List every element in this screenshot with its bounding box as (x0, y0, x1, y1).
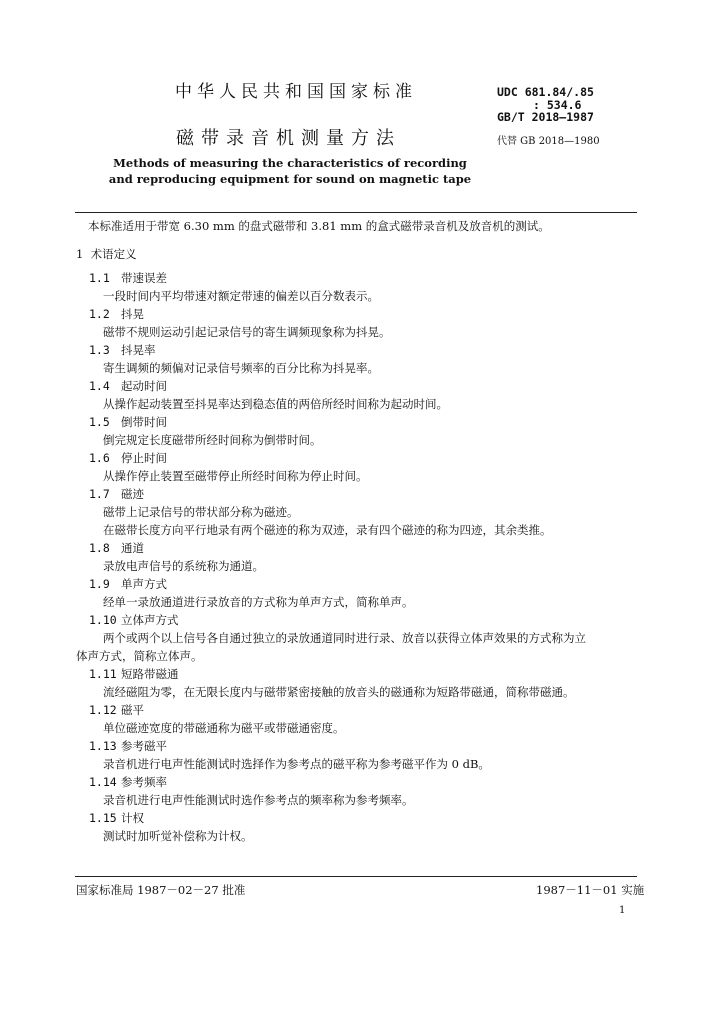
terms-list (0, 270, 724, 846)
term-definition: 录音机进行电声性能测试时选择作为参考点的磁平称为参考磁平作为 0 dB。 (103, 757, 490, 771)
term-definition: 单位磁迹宽度的带磁通称为磁平或带磁通密度。 (103, 721, 345, 735)
term-item (0, 738, 724, 774)
section-number: 1 (76, 247, 84, 261)
term-definition: 录放电声信号的系统称为通道。 (103, 559, 264, 573)
term-item (0, 414, 724, 450)
approval-note: 国家标准局 1987－02－27 批准 (76, 883, 246, 897)
term-number: 1.5 (89, 415, 110, 429)
term-item (0, 612, 724, 666)
term-item (0, 774, 724, 810)
term-name: 参考频率 (121, 775, 167, 789)
term-name: 计权 (121, 811, 144, 825)
section-heading (76, 246, 137, 262)
term-name: 短路带磁通 (121, 667, 179, 681)
term-name: 通道 (121, 541, 144, 555)
term-item (0, 702, 724, 738)
term-number: 1.11 (89, 667, 117, 681)
term-name: 抖晃率 (121, 343, 156, 357)
term-definition: 两个或两个以上信号各自通过独立的录放通道同时进行录、放音以获得立体声效果的方式称为立 (103, 631, 586, 645)
term-item (0, 540, 724, 576)
term-number: 1.3 (89, 343, 110, 357)
udc-code: UDC 681.84/.85 (497, 85, 594, 99)
term-name: 带速误差 (121, 271, 167, 285)
implementation-date: 1987－11－01 实施 (536, 883, 645, 897)
term-name: 起动时间 (121, 379, 167, 393)
term-name: 抖晃 (121, 307, 144, 321)
term-definition-extra: 在磁带长度方向平行地录有两个磁迹的称为双迹，录有四个磁迹的称为四迹，其余类推。 (103, 523, 552, 537)
term-number: 1.15 (89, 811, 117, 825)
term-number: 1.14 (89, 775, 117, 789)
term-number: 1.8 (89, 541, 110, 555)
document-title: 磁带录音机测量方法 (176, 128, 401, 149)
term-item (0, 810, 724, 846)
term-name: 单声方式 (121, 577, 167, 591)
term-item (0, 306, 724, 342)
term-number: 1.1 (89, 271, 110, 285)
term-number: 1.7 (89, 487, 110, 501)
standard-title: 中华人民共和国国家标准 (175, 82, 417, 102)
page-number: 1 (619, 905, 626, 916)
term-definition: 测试时加听觉补偿称为计权。 (103, 829, 253, 843)
term-name: 立体声方式 (121, 613, 179, 627)
section-title: 术语定义 (90, 247, 137, 261)
term-item (0, 486, 724, 540)
term-number: 1.2 (89, 307, 110, 321)
header-divider (75, 212, 637, 213)
term-name: 倒带时间 (121, 415, 167, 429)
english-title-line-1: Methods of measuring the characteristics of recording (113, 156, 467, 170)
term-definition: 经单一录放通道进行录放音的方式称为单声方式，简称单声。 (103, 595, 414, 609)
udc-code-continued: : 534.6 (533, 98, 582, 112)
term-number: 1.12 (89, 703, 117, 717)
term-definition: 流经磁阻为零，在无限长度内与磁带紧密接触的放音头的磁通称为短路带磁通，简称带磁通。 (103, 685, 575, 699)
term-item (0, 270, 724, 306)
scope-paragraph: 本标准适用于带宽 6.30 mm 的盘式磁带和 3.81 mm 的盒式磁带录音机及放音机的测试。 (88, 219, 550, 233)
term-number: 1.4 (89, 379, 110, 393)
term-number: 1.10 (89, 613, 117, 627)
term-item (0, 450, 724, 486)
term-name: 停止时间 (121, 451, 167, 465)
term-definition: 从操作停止装置至磁带停止所经时间称为停止时间。 (103, 469, 368, 483)
term-name: 参考磁平 (121, 739, 167, 753)
term-item (0, 666, 724, 702)
replaces-standard: 代替 GB 2018—1980 (497, 136, 600, 147)
term-name: 磁迹 (121, 487, 144, 501)
term-definition-continued: 体声方式，简称立体声。 (76, 649, 203, 663)
gb-standard-number: GB/T 2018—1987 (497, 110, 594, 124)
term-number: 1.9 (89, 577, 110, 591)
term-definition: 寄生调频的频偏对记录信号频率的百分比称为抖晃率。 (103, 361, 379, 375)
footer-divider (75, 876, 637, 877)
term-name: 磁平 (121, 703, 144, 717)
term-definition: 倒完规定长度磁带所经时间称为倒带时间。 (103, 433, 322, 447)
term-number: 1.13 (89, 739, 117, 753)
term-definition: 录音机进行电声性能测试时选作参考点的频率称为参考频率。 (103, 793, 414, 807)
term-item (0, 342, 724, 378)
term-item (0, 378, 724, 414)
term-definition: 从操作起动装置至抖晃率达到稳态值的两倍所经时间称为起动时间。 (103, 397, 448, 411)
term-definition: 一段时间内平均带速对额定带速的偏差以百分数表示。 (103, 289, 379, 303)
term-number: 1.6 (89, 451, 110, 465)
term-definition: 磁带上记录信号的带状部分称为磁迹。 (103, 505, 299, 519)
term-item (0, 576, 724, 612)
english-title-line-2: and reproducing equipment for sound on magnetic tape (108, 172, 472, 186)
term-definition: 磁带不规则运动引起记录信号的寄生调频现象称为抖晃。 (103, 325, 391, 339)
